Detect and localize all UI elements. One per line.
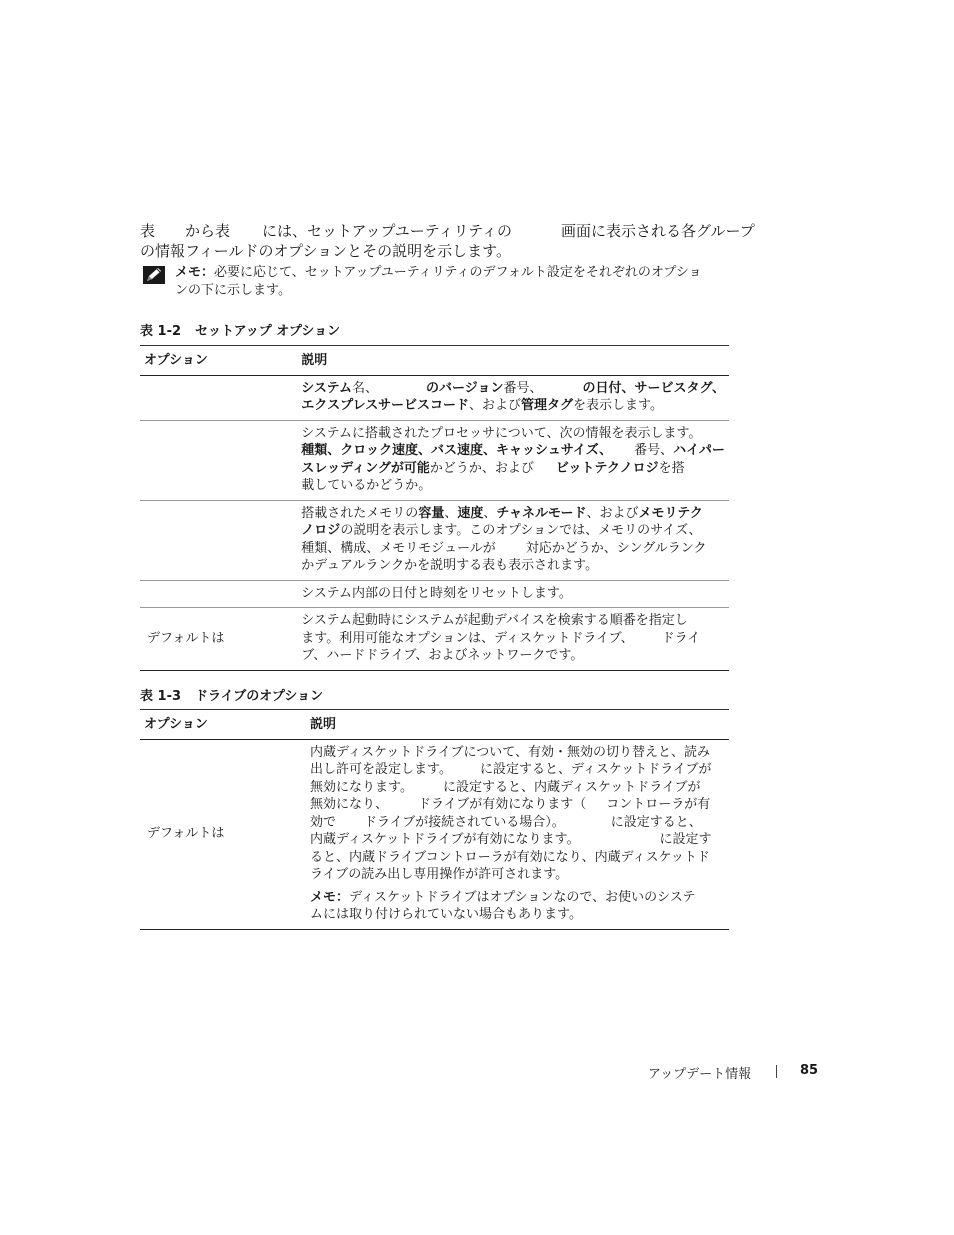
description-text: ブ、ハードドライブ、およびネットワークです。 (301, 648, 584, 663)
drive-options-table (140, 709, 729, 930)
table-row (140, 739, 729, 929)
description-text: に設定すると、内蔵ディスケットドライブが (442, 779, 701, 795)
table2-caption-number: 表 1-3 (140, 689, 182, 704)
page-number: 85 (800, 1063, 819, 1078)
description-text: ライブの読み出し専用操作が許可されます。 (310, 867, 569, 882)
description-text: かデュアルランクかを説明する表も表示されます。 (301, 558, 599, 573)
description-line (310, 831, 725, 849)
option-cell (140, 420, 297, 500)
description-text: 種類、構成、メモリモジュールが (301, 540, 496, 556)
description-text: 、および (469, 398, 522, 413)
emphasized-term: 速度 (457, 505, 484, 521)
description-cell (306, 739, 729, 929)
table2-caption-title: ドライブのオプション (195, 689, 324, 704)
table-row (140, 500, 729, 580)
option-cell (140, 580, 297, 608)
description-line (301, 505, 725, 523)
table1-caption (140, 320, 340, 339)
option-cell: デフォルトは (140, 739, 306, 929)
description-text: 無効になり、 (310, 797, 389, 812)
inline-note-line: ムには取り付けられていない場合もあります。 (310, 907, 582, 922)
emphasized-term: 容量 (418, 505, 445, 521)
description-line (310, 849, 725, 867)
description-text: システム起動時にシステムが起動デバイスを検索する順番を指定し (301, 613, 688, 628)
emphasized-term: ハイパー (673, 443, 725, 458)
intro-text: 表 (140, 222, 156, 240)
description-line (301, 612, 725, 630)
description-text: ます。利用可能なオプションは、ディスケットドライブ、 (301, 630, 634, 646)
description-text: 内蔵ディスケットドライブが有効になります。 (310, 832, 580, 847)
description-text: 、 (444, 505, 458, 521)
emphasized-term: チャネルモード (496, 505, 587, 521)
note-body: 必要に応じて、セットアップユーティリティのデフォルト設定をそれぞれのオプショ (214, 265, 702, 280)
note-line-2: ンの下に示します。 (175, 283, 291, 298)
table-row (140, 608, 729, 671)
description-line (310, 814, 725, 832)
inline-note-text: ディスケットドライブはオプションなので、お使いのシステ (349, 889, 696, 905)
description-line (301, 557, 725, 575)
description-cell (297, 580, 729, 608)
option-cell: デフォルトは (140, 608, 297, 671)
description-text: かどうか、および (429, 460, 534, 476)
description-text: ドライ (661, 630, 701, 646)
intro-text: 画面に表示される各グループ (561, 222, 755, 240)
description-text: 番号、 (503, 380, 543, 396)
description-text: ドライブが接続されている場合）。 (364, 814, 565, 830)
table-row (140, 420, 729, 500)
emphasized-term: システム (301, 380, 352, 396)
table1-caption-title: セットアップ オプション (195, 324, 341, 339)
description-text: に設定す (659, 832, 712, 847)
table-row (140, 375, 729, 420)
emphasized-term: メモリテク (638, 505, 703, 521)
footer-section-title: アップデート情報 (648, 1067, 752, 1082)
description-line (301, 585, 725, 603)
description-cell (297, 500, 729, 580)
description-text: 効で (310, 814, 337, 830)
intro-line-1 (140, 221, 760, 241)
column-header-description: 説明 (297, 346, 729, 376)
description-text: 対応かどうか、シングルランク (525, 540, 707, 556)
emphasized-term: ノロジ (301, 523, 341, 538)
description-text: ドライブが有効になります（ (418, 797, 587, 812)
emphasized-term: の日付、サービスタグ、 (582, 380, 725, 396)
intro-text: には、セットアップユーティリティの (262, 222, 513, 240)
description-cell (297, 608, 729, 671)
emphasized-term: 種類、クロック速度、バス速度、キャッシュサイズ、 (301, 443, 613, 458)
description-text: ると、内蔵ドライブコントローラが有効になり、内蔵ディスケットド (310, 849, 710, 865)
description-line (301, 522, 725, 540)
description-text: 出し許可を設定します。 (310, 762, 452, 777)
description-text: の説明を表示します。このオプションでは、メモリのサイズ、 (340, 523, 702, 538)
table-row (140, 580, 729, 608)
table1-caption-number: 表 1-2 (140, 324, 182, 339)
emphasized-term: エクスプレスサービスコード (301, 398, 469, 413)
description-text: コントローラが有 (606, 797, 711, 812)
description-text: 載しているかどうか。 (301, 478, 432, 493)
option-cell (140, 375, 297, 420)
description-line (301, 380, 725, 398)
emphasized-term: スレッディングが可能 (301, 460, 430, 476)
description-text: 名、 (352, 380, 379, 396)
description-text: システム内部の日付と時刻をリセットします。 (301, 585, 572, 601)
intro-line-2: の情報フィールドのオプションとその説明を示します。 (140, 242, 511, 260)
table2-caption (140, 685, 323, 704)
column-header-option: オプション (140, 346, 297, 376)
description-text: 搭載されたメモリの (301, 505, 419, 521)
description-text: 番号、 (634, 443, 674, 458)
inline-note-label: メモ： (310, 889, 350, 905)
description-line (301, 630, 725, 648)
description-text: 内蔵ディスケットドライブについて、有効・無効の切り替えと、読み (310, 744, 711, 760)
description-text: 、 (483, 505, 497, 521)
intro-paragraph (140, 221, 760, 261)
emphasized-term: 管理タグ (521, 398, 574, 413)
description-line (301, 442, 725, 460)
description-line (301, 460, 725, 478)
description-text: を表示します。 (573, 398, 663, 413)
description-line (310, 796, 725, 814)
note-line-1 (175, 264, 765, 282)
description-line (310, 779, 725, 797)
description-text: システムに搭載されたプロセッサについて、次の情報を表示します。 (301, 425, 702, 441)
option-cell (140, 500, 297, 580)
note-pencil-icon (143, 266, 165, 284)
description-cell (297, 375, 729, 420)
description-line (310, 744, 725, 762)
description-line (310, 761, 725, 779)
description-text: 無効になります。 (310, 779, 413, 795)
description-line (301, 425, 725, 443)
column-header-option: オプション (140, 710, 306, 740)
inline-note-line (310, 889, 725, 907)
footer-divider (776, 1065, 777, 1078)
description-line (301, 397, 725, 415)
setup-options-table (140, 345, 729, 671)
description-cell (297, 420, 729, 500)
emphasized-term: のバージョン (426, 380, 504, 396)
description-line (301, 477, 725, 495)
inline-note (310, 889, 725, 924)
emphasized-term: ビットテクノロジ (555, 460, 659, 476)
description-text: に設定すると、 (610, 814, 702, 830)
description-line (301, 540, 725, 558)
description-text: を搭 (658, 460, 685, 476)
description-line (310, 866, 725, 884)
note-label: メモ： (175, 265, 215, 280)
description-text: 、および (586, 505, 639, 521)
column-header-description: 説明 (306, 710, 729, 740)
description-line (301, 647, 725, 665)
intro-text: から表 (185, 222, 231, 240)
description-text: に設定すると、ディスケットドライブが (479, 762, 712, 777)
